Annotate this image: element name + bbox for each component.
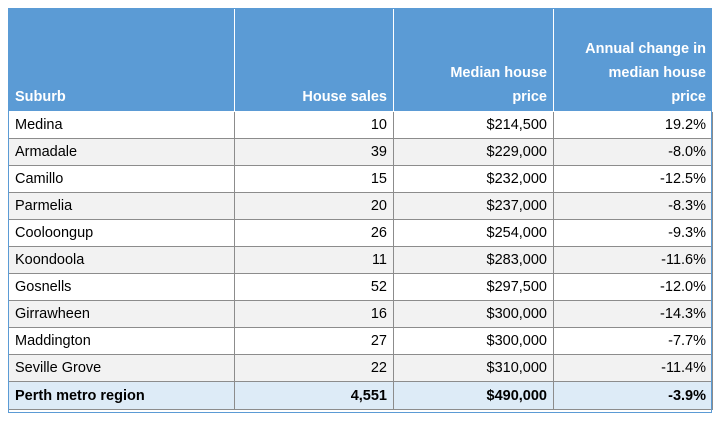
cell-annual-change: -7.7% xyxy=(554,328,713,355)
cell-house-sales: 22 xyxy=(235,355,394,382)
header-suburb xyxy=(9,9,235,112)
cell-annual-change: -12.0% xyxy=(554,274,713,301)
header-row xyxy=(9,9,713,112)
header-annual-change-line3: price xyxy=(671,89,706,105)
cell-annual-change: -11.6% xyxy=(554,247,713,274)
cell-median-price: $214,500 xyxy=(394,112,554,139)
cell-median-price: $254,000 xyxy=(394,220,554,247)
cell-suburb: Koondoola xyxy=(9,247,235,274)
cell-suburb: Girrawheen xyxy=(9,301,235,328)
cell-annual-change: 19.2% xyxy=(554,112,713,139)
table-row xyxy=(9,247,713,274)
table-body xyxy=(9,112,713,410)
cell-suburb: Gosnells xyxy=(9,274,235,301)
header-house-sales xyxy=(235,9,394,112)
cell-median-price: $229,000 xyxy=(394,139,554,166)
cell-house-sales: 27 xyxy=(235,328,394,355)
header-annual-change-line2: median house xyxy=(608,65,706,81)
header-annual-change-line1: Annual change in xyxy=(585,41,706,57)
house-sales-table xyxy=(8,8,713,410)
cell-house-sales: 26 xyxy=(235,220,394,247)
table-row xyxy=(9,166,713,193)
table-row xyxy=(9,355,713,382)
header-suburb-label: Suburb xyxy=(15,89,66,105)
cell-median-price: $237,000 xyxy=(394,193,554,220)
cell-annual-change: -11.4% xyxy=(554,355,713,382)
cell-median-price: $283,000 xyxy=(394,247,554,274)
table-row xyxy=(9,193,713,220)
cell-house-sales: 11 xyxy=(235,247,394,274)
cell-suburb: Seville Grove xyxy=(9,355,235,382)
total-row xyxy=(9,382,713,410)
header-annual-change xyxy=(554,9,713,112)
cell-median-price: $297,500 xyxy=(394,274,554,301)
cell-annual-change: -12.5% xyxy=(554,166,713,193)
cell-house-sales: 16 xyxy=(235,301,394,328)
header-median-price-line1: Median house xyxy=(450,65,547,81)
header-median-price-line2: price xyxy=(512,89,547,105)
cell-house-sales: 52 xyxy=(235,274,394,301)
data-sheet xyxy=(8,8,712,410)
total-region-label: Perth metro region xyxy=(9,382,235,410)
cell-median-price: $300,000 xyxy=(394,301,554,328)
cell-house-sales: 20 xyxy=(235,193,394,220)
cell-annual-change: -8.0% xyxy=(554,139,713,166)
table-row xyxy=(9,274,713,301)
cell-suburb: Armadale xyxy=(9,139,235,166)
total-annual-change: -3.9% xyxy=(554,382,713,410)
table-row xyxy=(9,328,713,355)
cell-median-price: $232,000 xyxy=(394,166,554,193)
cell-annual-change: -8.3% xyxy=(554,193,713,220)
cell-suburb: Camillo xyxy=(9,166,235,193)
table-header xyxy=(9,9,713,112)
cell-suburb: Maddington xyxy=(9,328,235,355)
cell-house-sales: 10 xyxy=(235,112,394,139)
total-house-sales: 4,551 xyxy=(235,382,394,410)
cell-suburb: Parmelia xyxy=(9,193,235,220)
table-row xyxy=(9,301,713,328)
cell-house-sales: 15 xyxy=(235,166,394,193)
table-row xyxy=(9,220,713,247)
header-median-price xyxy=(394,9,554,112)
cell-suburb: Medina xyxy=(9,112,235,139)
cell-median-price: $310,000 xyxy=(394,355,554,382)
table-row xyxy=(9,139,713,166)
header-house-sales-label: House sales xyxy=(302,89,387,105)
table-row xyxy=(9,112,713,139)
total-median-price: $490,000 xyxy=(394,382,554,410)
cell-annual-change: -9.3% xyxy=(554,220,713,247)
cell-house-sales: 39 xyxy=(235,139,394,166)
cell-suburb: Cooloongup xyxy=(9,220,235,247)
cell-annual-change: -14.3% xyxy=(554,301,713,328)
cell-median-price: $300,000 xyxy=(394,328,554,355)
